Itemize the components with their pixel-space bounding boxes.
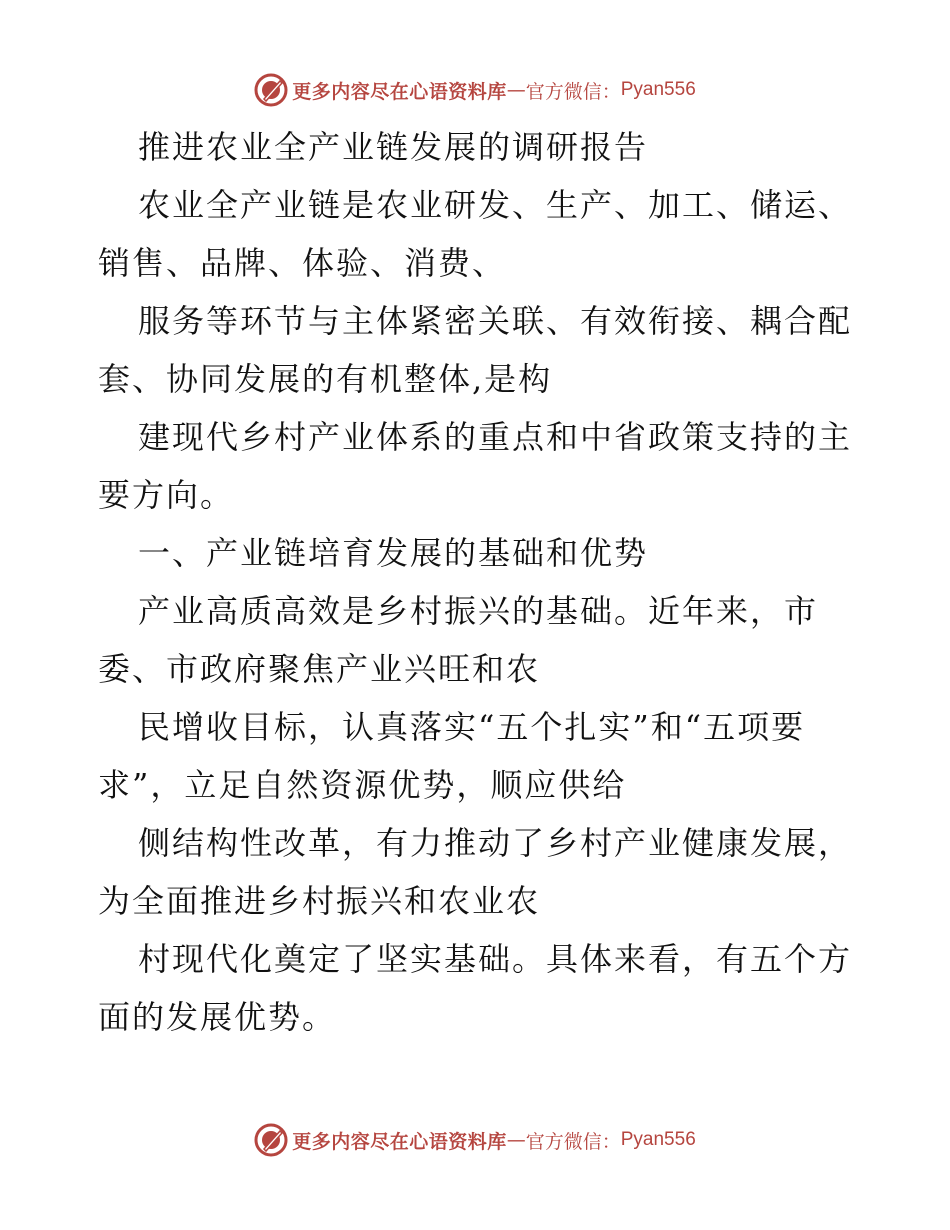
header-banner — [0, 70, 950, 110]
banner-wechat-label: 官方微信： — [525, 1130, 621, 1153]
paragraph-line: 求”，立足自然资源优势，顺应供给 — [98, 766, 627, 804]
paragraph-line: 建现代乡村产业体系的重点和中省政策支持的主 — [138, 418, 853, 456]
banner-wechat-label: 官方微信： — [525, 80, 621, 103]
paragraph-line: 销售、品牌、体验、消费、 — [98, 244, 507, 282]
paragraph-line: 套、协同发展的有机整体,是构 — [98, 360, 553, 398]
banner-brand-text: 更多内容尽在心语资料库 — [292, 80, 507, 103]
paragraph-line: 委、市政府聚焦产业兴旺和农 — [98, 650, 541, 688]
document-title: 推进农业全产业链发展的调研报告 — [138, 128, 649, 166]
paragraph-line: 面的发展优势。 — [98, 998, 337, 1036]
paragraph-line: 要方向。 — [98, 476, 235, 514]
banner-wechat-id: Pyan556 — [620, 79, 696, 100]
banner-wechat-id: Pyan556 — [620, 1129, 696, 1150]
paragraph-line: 村现代化奠定了坚实基础。具体来看，有五个方 — [138, 940, 853, 978]
paragraph-line: 为全面推进乡村振兴和农业农 — [98, 882, 541, 920]
banner-separator: — — [506, 1129, 526, 1151]
paragraph-line: 侧结构性改革，有力推动了乡村产业健康发展， — [138, 824, 853, 862]
document-body — [98, 118, 858, 1046]
pen-nib-logo-icon — [254, 73, 288, 107]
section-heading: 一、产业链培育发展的基础和优势 — [138, 534, 649, 572]
paragraph-line: 产业高质高效是乡村振兴的基础。近年来，市 — [138, 592, 819, 630]
paragraph-line: 服务等环节与主体紧密关联、有效衔接、耦合配 — [138, 302, 853, 340]
banner-brand-text: 更多内容尽在心语资料库 — [292, 1130, 507, 1153]
banner-separator: — — [506, 79, 526, 101]
paragraph-line: 农业全产业链是农业研发、生产、加工、储运、 — [138, 186, 853, 224]
footer-banner — [0, 1120, 950, 1160]
pen-nib-logo-icon — [254, 1123, 288, 1157]
paragraph-line: 民增收目标，认真落实“五个扎实”和“五项要 — [138, 708, 806, 746]
